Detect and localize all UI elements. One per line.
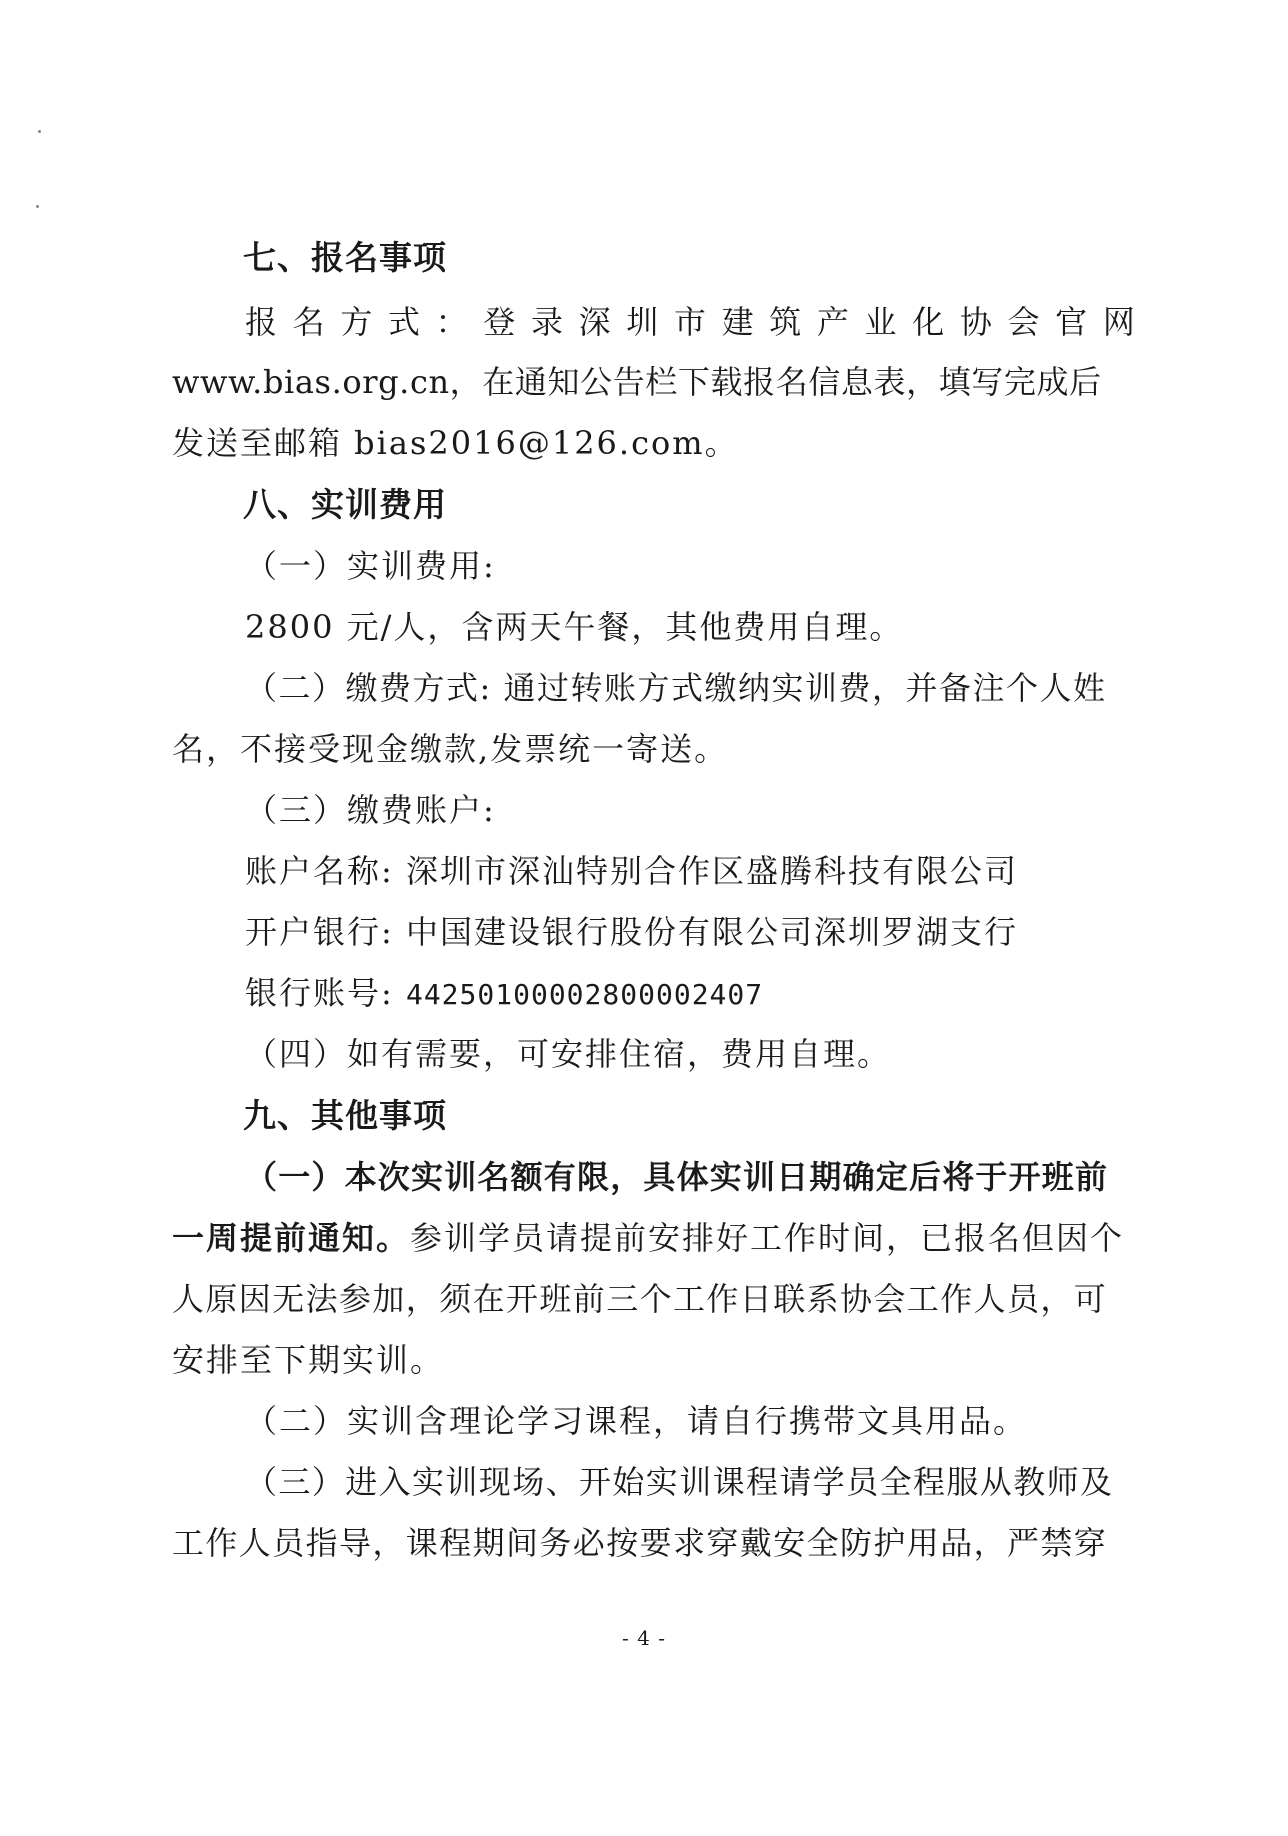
justified-char: 圳	[626, 303, 659, 341]
justified-char: 报	[245, 303, 278, 341]
other-item-1-bold-text: 一周提前通知。	[172, 1219, 411, 1257]
justified-char: 化	[912, 303, 945, 341]
justified-char: 协	[959, 303, 992, 341]
account-name: 账户名称: 深圳市深汕特别合作区盛腾科技有限公司	[245, 852, 1018, 890]
section-8-heading: 八、实训费用	[243, 485, 447, 524]
fee-item-2-line-1: （二）缴费方式: 通过转账方式缴纳实训费，并备注个人姓	[245, 669, 1107, 707]
other-item-1-line-3: 人原因无法参加，须在开班前三个工作日联系协会工作人员，可	[172, 1280, 1108, 1318]
justified-char: 筑	[769, 303, 802, 341]
other-item-1-line-1: （一）本次实训名额有限，具体实训日期确定后将于开班前	[245, 1158, 1109, 1196]
section-7-registration-method-line-2: www.bias.org.cn，在通知公告栏下载报名信息表，填写完成后	[172, 363, 1102, 401]
justified-char: ：	[435, 303, 468, 341]
justified-char: 市	[673, 303, 706, 341]
page-number: - 4 -	[622, 1626, 666, 1650]
other-item-1-line-4: 安排至下期实训。	[172, 1341, 445, 1379]
scan-speck	[36, 205, 39, 208]
justified-char: 登	[483, 303, 516, 341]
other-item-2: （二）实训含理论学习课程，请自行携带文具用品。	[245, 1402, 1028, 1440]
justified-char: 录	[530, 303, 563, 341]
fee-item-2-line-2: 名，不接受现金缴款,发票统一寄送。	[172, 730, 729, 768]
justified-char: 深	[578, 303, 611, 341]
justified-char: 官	[1055, 303, 1088, 341]
other-item-1-text: 参训学员请提前安排好工作时间，已报名但因个	[410, 1219, 1125, 1257]
scan-speck	[38, 130, 41, 133]
other-item-3-line-2: 工作人员指导，课程期间务必按要求穿戴安全防护用品，严禁穿	[172, 1524, 1108, 1562]
section-7-registration-method-line-3: 发送至邮箱 bias2016@126.com。	[172, 424, 739, 462]
account-number: 44250100002800002407	[405, 978, 764, 1011]
section-9-heading: 九、其他事项	[243, 1096, 447, 1135]
justified-char: 业	[864, 303, 897, 341]
fee-item-1-text: 2800 元/人，含两天午餐，其他费用自理。	[245, 608, 904, 646]
fee-item-4: （四）如有需要，可安排住宿，费用自理。	[245, 1035, 892, 1073]
section-7-registration-method-line-1	[245, 302, 1135, 342]
fee-item-1-title: （一）实训费用:	[245, 547, 496, 585]
justified-char: 方	[340, 303, 373, 341]
other-item-1-line-2	[172, 1218, 1124, 1258]
other-item-3-line-1: （三）进入实训现场、开始实训课程请学员全程服从教师及	[245, 1463, 1114, 1501]
justified-char: 会	[1007, 303, 1040, 341]
bank-name: 开户银行: 中国建设银行股份有限公司深圳罗湖支行	[245, 913, 1018, 951]
justified-char: 名	[292, 303, 325, 341]
account-number-row	[245, 973, 763, 1015]
justified-char: 产	[816, 303, 849, 341]
justified-char: 网	[1102, 303, 1135, 341]
justified-char: 建	[721, 303, 754, 341]
account-number-label: 银行账号:	[245, 974, 406, 1012]
fee-item-3-title: （三）缴费账户:	[245, 791, 496, 829]
section-7-heading: 七、报名事项	[243, 238, 447, 277]
justified-char: 式	[387, 303, 420, 341]
